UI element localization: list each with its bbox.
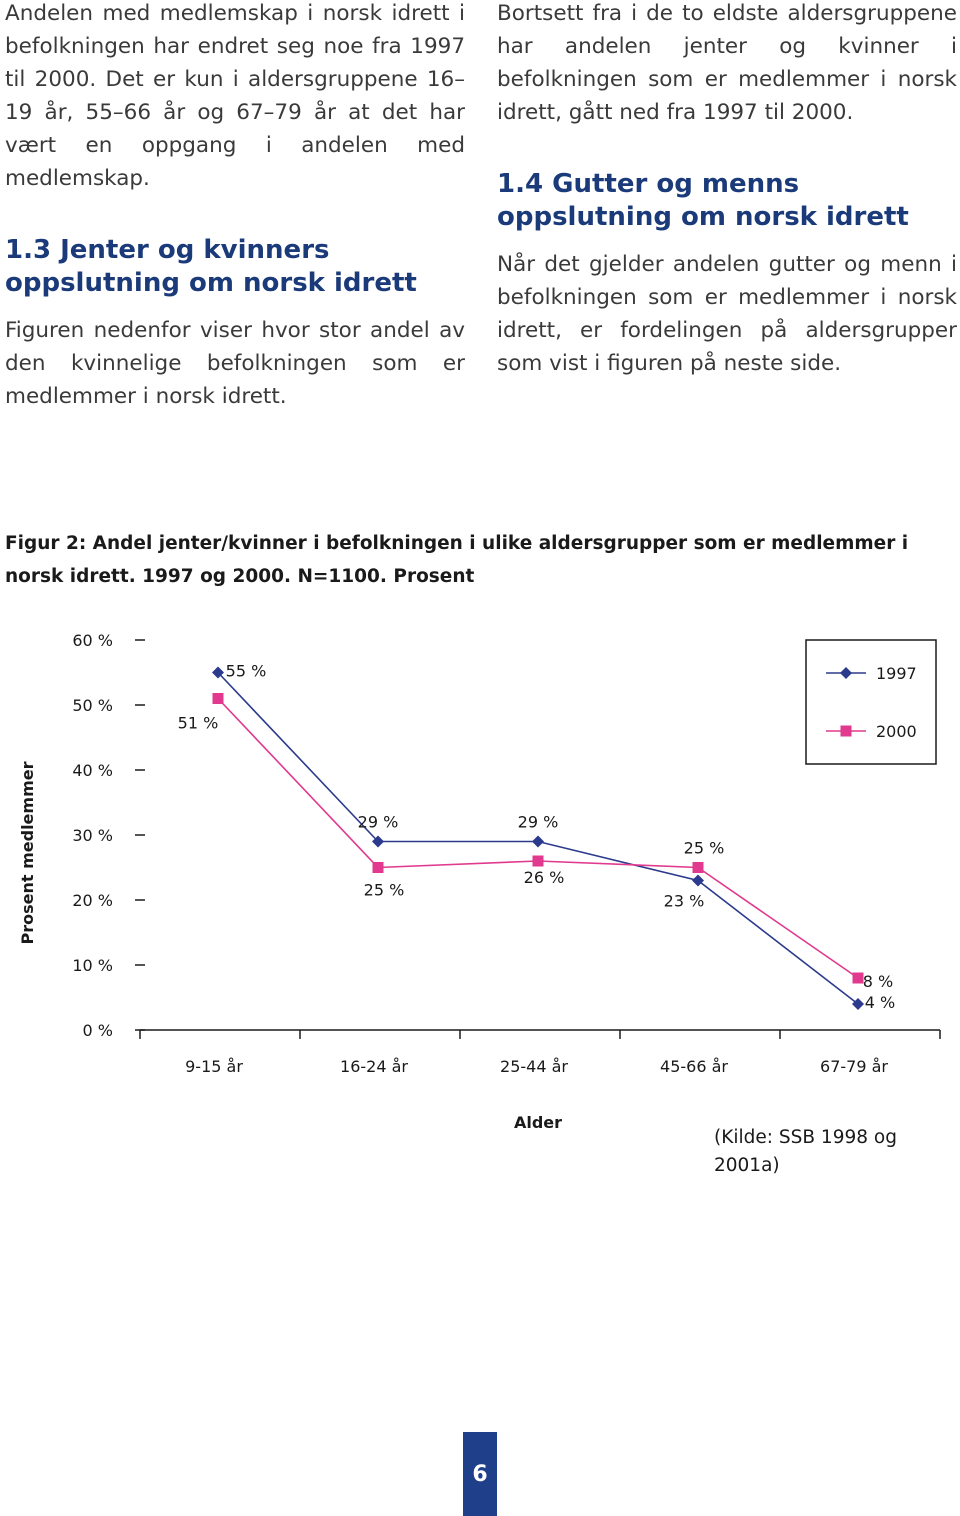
data-label-1997: 23 %: [663, 891, 705, 911]
chart-legend: [806, 640, 936, 764]
legend-label-1997: 1997: [876, 664, 917, 683]
x-tick-label: 25-44 år: [500, 1057, 568, 1076]
data-label-2000: 51 %: [177, 713, 219, 733]
legend-marker-2000: [841, 726, 852, 737]
right-intro-paragraph: Bortsett fra i de to eldste aldersgruppene har andelen jenter og kvinner i befolkningen som er medlemmer i norsk idrett, gått ned fra 1997 til 2000.: [497, 1, 957, 125]
chart-series: [178, 662, 896, 1013]
figure-source: (Kilde: SSB 1998 og 2001a): [714, 1127, 897, 1176]
data-label-2000: 25 %: [363, 880, 405, 900]
y-tick-label: 20 %: [72, 891, 113, 910]
legend-label-2000: 2000: [876, 722, 917, 741]
left-column: [5, 0, 465, 413]
x-tick-label: 9-15 år: [185, 1057, 243, 1076]
left-intro-paragraph: Andelen med medlemskap i norsk idrett i befolkningen har endret seg noe fra 1997 til 2000. Det er kun i aldersgruppene 16–19 år, 55–66 år og 67–79 år at det har vært en oppgang i andelen med medlemskap.: [5, 1, 465, 191]
data-label-1997: 4 %: [864, 993, 896, 1012]
y-tick-label: 30 %: [72, 826, 113, 845]
y-axis-title: Prosent medlemmer: [18, 761, 37, 945]
y-tick-label: 60 %: [72, 631, 113, 650]
right-column: [497, 0, 957, 380]
data-point-2000: [693, 862, 704, 873]
data-point-2000: [533, 856, 544, 867]
data-label-2000: 26 %: [523, 868, 565, 887]
left-body-paragraph: Figuren nedenfor viser hvor stor andel av den kvinnelige befolkningen som er medlemmer i norsk idrett.: [5, 318, 465, 409]
x-axis-title: Alder: [513, 1113, 563, 1132]
data-label-1997: 55 %: [225, 661, 267, 681]
figure-caption: Figur 2: Andel jenter/kvinner i befolkningen i ulike aldersgrupper som er medlemmer i norsk idrett. 1997 og 2000. N=1100. Prosent: [5, 533, 909, 587]
y-tick-label: 0 %: [82, 1021, 113, 1040]
data-point-2000: [213, 693, 224, 704]
right-body-paragraph: Når det gjelder andelen gutter og menn i befolkningen som er medlemmer i norsk idrett, er fordelingen på aldersgrupper som vist i figuren på neste side.: [497, 252, 957, 376]
x-tick-label: 16-24 år: [340, 1057, 408, 1076]
y-axis: [72, 631, 145, 1040]
y-tick-label: 10 %: [72, 956, 113, 975]
data-label-2000: 25 %: [683, 838, 725, 858]
data-label-1997: 29 %: [357, 812, 399, 832]
data-label-1997: 29 %: [517, 812, 559, 832]
data-point-1997: [532, 836, 544, 848]
y-tick-label: 50 %: [72, 696, 113, 715]
x-tick-label: 45-66 år: [660, 1057, 728, 1076]
line-chart: [0, 610, 960, 1150]
section-heading-1-4: 1.4 Gutter og menns oppslutning om norsk idrett: [497, 169, 909, 232]
data-point-2000: [373, 862, 384, 873]
x-axis: [140, 1030, 940, 1076]
y-tick-label: 40 %: [72, 761, 113, 780]
section-heading-1-3: 1.3 Jenter og kvinners oppslutning om norsk idrett: [5, 235, 417, 298]
data-label-2000: 8 %: [862, 972, 894, 991]
legend-box: [806, 640, 936, 764]
page-number: 6: [463, 1432, 497, 1516]
x-tick-label: 67-79 år: [820, 1057, 888, 1076]
